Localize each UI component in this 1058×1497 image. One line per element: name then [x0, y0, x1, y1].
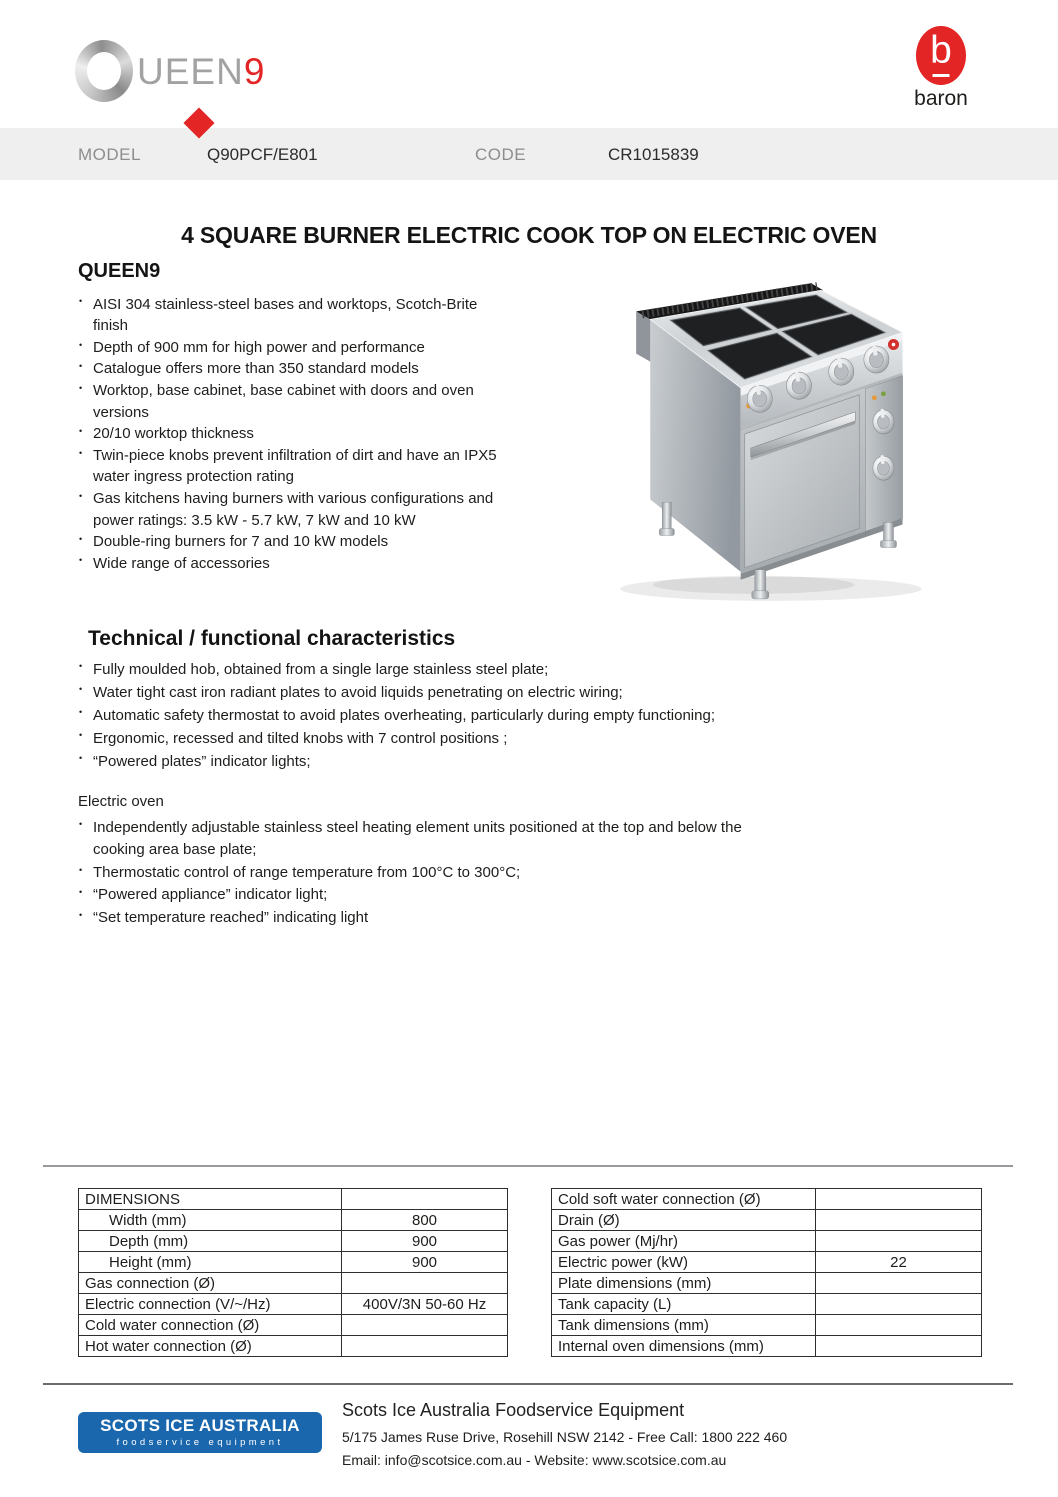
- table-row: [552, 1315, 982, 1336]
- electric-oven-subheading: Electric oven: [78, 793, 164, 810]
- spec-label-cell: Cold soft water connection (Ø): [552, 1189, 816, 1210]
- spec-value-cell: 900: [342, 1231, 508, 1252]
- table-row: [79, 1336, 508, 1357]
- queen9-logo: [75, 30, 265, 112]
- bullet-item: • Fully moulded hob, obtained from a single large stainless steel plate;: [78, 658, 983, 681]
- indicator-light-green: [881, 391, 886, 396]
- table-row: [79, 1315, 508, 1336]
- bullet-item: • Double-ring burners for 7 and 10 kW models: [78, 531, 514, 553]
- spec-value-cell: [816, 1210, 982, 1231]
- baron-logo: [901, 26, 981, 111]
- control-knob: [864, 345, 889, 373]
- table-row: [79, 1231, 508, 1252]
- control-knob: [829, 357, 854, 385]
- table-row: [79, 1252, 508, 1273]
- baron-circle-icon: [916, 26, 966, 85]
- bullet-item: • 20/10 worktop thickness: [78, 423, 514, 445]
- spec-label-cell: Depth (mm): [79, 1231, 342, 1252]
- table-row: [552, 1210, 982, 1231]
- bullet-item: • Ergonomic, recessed and tilted knobs with 7 control positions ;: [78, 727, 983, 750]
- spec-value-cell: [816, 1294, 982, 1315]
- table-row: [79, 1189, 508, 1210]
- electric-oven-section: [78, 791, 778, 930]
- footer-company-name: Scots Ice Australia Foodservice Equipment: [342, 1400, 685, 1420]
- table-row: [79, 1294, 508, 1315]
- table-row: [552, 1294, 982, 1315]
- bullet-item: • “Powered plates” indicator lights;: [78, 750, 983, 773]
- baron-b-glyph: b: [930, 29, 952, 72]
- spec-label-cell: DIMENSIONS: [79, 1189, 342, 1210]
- queen9-section-heading: QUEEN9: [78, 260, 161, 282]
- spec-label-cell: Gas power (Mj/hr): [552, 1231, 816, 1252]
- indicator-light-orange: [872, 395, 877, 400]
- model-label: MODEL: [78, 145, 141, 165]
- queen9-logo-number: 9: [243, 50, 266, 92]
- spec-label-cell: Drain (Ø): [552, 1210, 816, 1231]
- bullet-item: • Catalogue offers more than 350 standard models: [78, 358, 514, 380]
- table-row: [552, 1273, 982, 1294]
- spec-value-cell: [816, 1231, 982, 1252]
- bullet-item: • Thermostatic control of range temperature from 100°C to 300°C;: [78, 862, 778, 885]
- queen9-logo-letters: UEEN: [137, 50, 244, 92]
- table-row: [552, 1189, 982, 1210]
- spec-label-cell: Tank capacity (L): [552, 1294, 816, 1315]
- queen9-logo-text: [137, 50, 266, 92]
- spec-label-cell: Width (mm): [79, 1210, 342, 1231]
- code-label: CODE: [475, 145, 527, 165]
- spec-value-cell: [816, 1273, 982, 1294]
- spec-value-cell: [342, 1336, 508, 1357]
- spec-label-cell: Internal oven dimensions (mm): [552, 1336, 816, 1357]
- queen9-bullet-list: [78, 294, 514, 575]
- bullet-item: • “Set temperature reached” indicating light: [78, 907, 778, 930]
- queen9-ring-icon: [75, 40, 133, 102]
- baron-wordmark: baron: [914, 87, 968, 110]
- spec-value-cell: [342, 1315, 508, 1336]
- spec-value-cell: [342, 1273, 508, 1294]
- bullet-item: • AISI 304 stainless-steel bases and worktops, Scotch-Brite finish: [78, 294, 514, 337]
- bullet-item: • Worktop, base cabinet, base cabinet with doors and oven versions: [78, 380, 514, 423]
- control-knob: [747, 385, 772, 413]
- technical-section: [78, 627, 983, 773]
- footer-divider-rule: [43, 1383, 1013, 1385]
- bullet-item: • Water tight cast iron radiant plates to avoid liquids penetrating on electric wiring;: [78, 681, 983, 704]
- control-knob: [786, 372, 811, 400]
- spec-value-cell: 400V/3N 50-60 Hz: [342, 1294, 508, 1315]
- spec-value-cell: [342, 1189, 508, 1210]
- spec-value-cell: [816, 1336, 982, 1357]
- queen9-section: [78, 261, 514, 574]
- tables-divider-rule: [43, 1165, 1013, 1167]
- dimensions-table: [78, 1188, 508, 1357]
- bullet-item: • “Powered appliance” indicator light;: [78, 884, 778, 907]
- footer-address: 5/175 James Ruse Drive, Rosehill NSW 2142 - Free Call: 1800 222 460: [342, 1429, 788, 1445]
- spec-label-cell: Cold water connection (Ø): [79, 1315, 342, 1336]
- spec-label-cell: Height (mm): [79, 1252, 342, 1273]
- table-row: [79, 1273, 508, 1294]
- code-value: CR1015839: [608, 145, 699, 165]
- spec-label-cell: Plate dimensions (mm): [552, 1273, 816, 1294]
- spec-label-cell: Tank dimensions (mm): [552, 1315, 816, 1336]
- bullet-item: • Automatic safety thermostat to avoid plates overheating, particularly during empty functioning;: [78, 704, 983, 727]
- spec-label-cell: Electric power (kW): [552, 1252, 816, 1273]
- oven-control-column: [865, 376, 902, 532]
- power-connections-table: [551, 1188, 982, 1357]
- scots-ice-logo-title: SCOTS ICE AUSTRALIA: [100, 1415, 300, 1435]
- page-title: 4 SQUARE BURNER ELECTRIC COOK TOP ON ELECTRIC OVEN: [181, 222, 877, 249]
- scots-ice-logo: [78, 1412, 322, 1453]
- spec-value-cell: [816, 1189, 982, 1210]
- spec-value-cell: [816, 1315, 982, 1336]
- footer-contact: Email: info@scotsice.com.au - Website: www.scotsice.com.au: [342, 1452, 727, 1468]
- bullet-item: • Twin-piece knobs prevent infiltration of dirt and have an IPX5 water ingress protection rating: [78, 445, 514, 488]
- spec-value-cell: 900: [342, 1252, 508, 1273]
- model-value: Q90PCF/E801: [207, 145, 318, 165]
- model-code-bar: [0, 128, 1058, 180]
- spec-label-cell: Hot water connection (Ø): [79, 1336, 342, 1357]
- spec-label-cell: Gas connection (Ø): [79, 1273, 342, 1294]
- bullet-item: • Wide range of accessories: [78, 553, 514, 575]
- table-row: [552, 1336, 982, 1357]
- technical-bullet-list: [78, 658, 983, 773]
- bullet-item: • Depth of 900 mm for high power and performance: [78, 337, 514, 359]
- table-row: [552, 1231, 982, 1252]
- table-row: [79, 1210, 508, 1231]
- spec-label-cell: Electric connection (V/~/Hz): [79, 1294, 342, 1315]
- bullet-item: • Gas kitchens having burners with various configurations and power ratings: 3.5 kW - 5.7 kW, 7 kW and 10 kW: [78, 488, 514, 531]
- electric-oven-bullet-list: [78, 817, 778, 930]
- table-row: [552, 1252, 982, 1273]
- product-image: [608, 268, 990, 602]
- bullet-item: • Independently adjustable stainless steel heating element units positioned at the top and below the cooking area base plate;: [78, 817, 778, 862]
- spec-value-cell: 22: [816, 1252, 982, 1273]
- spec-value-cell: 800: [342, 1210, 508, 1231]
- technical-section-heading: Technical / functional characteristics: [88, 627, 456, 650]
- scots-ice-logo-subtitle: foodservice equipment: [116, 1437, 284, 1449]
